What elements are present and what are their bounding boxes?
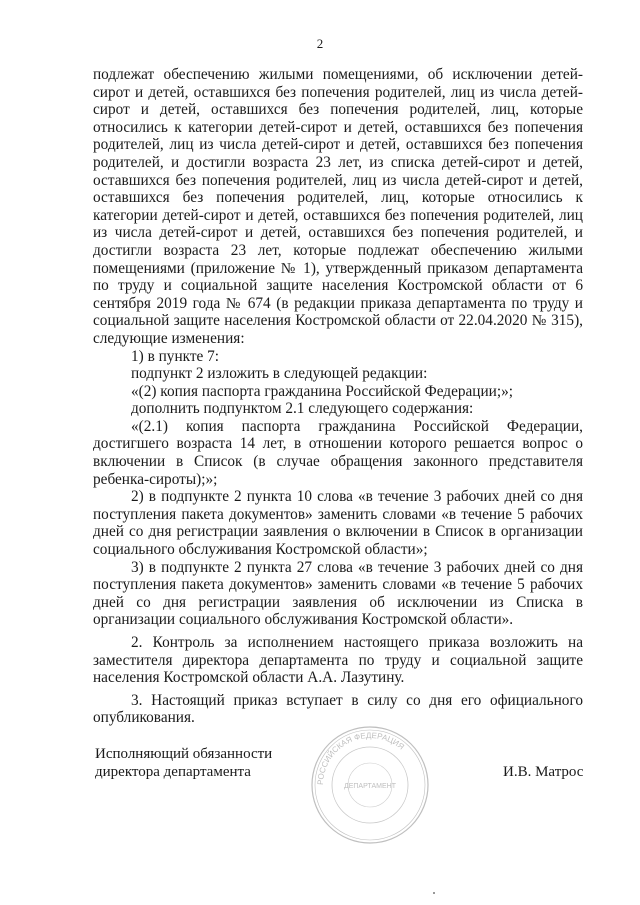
signature-position-line2: директора департамента (95, 764, 251, 780)
official-stamp (309, 724, 431, 846)
paragraph-effective: 3. Настоящий приказ вступает в силу со дня его официального опубликования. (93, 691, 583, 727)
signature-position-line1: Исполняющий обязанности (95, 746, 273, 762)
paragraph-add-2-1: дополнить подпунктом 2.1 следующего содержания: (131, 400, 474, 418)
paragraph-quote-2: «(2) копия паспорта гражданина Российской Федерации;»; (131, 382, 514, 400)
svg-text:РОССИЙСКАЯ ФЕДЕРАЦИЯ (316, 731, 406, 785)
document-body (93, 66, 583, 727)
signature-position (95, 745, 272, 781)
signature-name: И.В. Матрос (503, 764, 584, 780)
paragraph-control: 2. Контроль за исполнением настоящего приказа возложить на заместителя директора департамента по труду и социальной защите населения Костромской области А.А. Лазутину. (93, 634, 583, 687)
paragraph-item-1: 1) в пункте 7: (131, 347, 220, 365)
stamp-inner-text: ДЕПАРТАМЕНТ (343, 783, 397, 790)
stamp-ring-text: РОССИЙСКАЯ ФЕДЕРАЦИЯ (315, 730, 406, 786)
paragraph-intro: подлежат обеспечению жилыми помещениями, об исключении детей-сирот и детей, оставшихся без попечения родителей, лиц из числа детей-сирот и детей, оставшихся без попечения родителей, лиц, которые относились к категории детей-сирот и детей, оставшихся без попечения родителей, лиц из числа детей-сирот и детей, оставшихся без попечения родителей, и достигли возраста 23 лет, из списка детей-сирот и детей, оставшихся без попечения родителей, лиц из числа детей-сирот и детей, оставшихся без попечения родителей, лиц, которые относились к категории детей-сирот и детей, оставшихся без попечения родителей, лиц из числа детей-сирот и детей, оставшихся без попечения родителей, и достигли возраста 23 лет, которые подлежат обеспечению жилыми помещениями (приложение № 1), утвержденный приказом департамента по труду и социальной защите населения Костромской области от 6 сентября 2019 года № 674 (в редакции приказа департамента по труду и социальной защите населения Костромской области от 22.04.2020 № 315), следующие изменения: (93, 66, 583, 347)
paragraph-item-2: 2) в подпункте 2 пункта 10 слова «в течение 3 рабочих дней со дня поступления пакета документов» заменить словами «в течение 5 рабочих дней со дня регистрации заявления о включении в Список в организации социального обслуживания Костромской области»; (93, 488, 583, 559)
page-number: 2 (316, 36, 324, 51)
paragraph-quote-2-1: «(2.1) копия паспорта гражданина Российской Федерации, достигшего возраста 14 лет, в отношении которого решается вопрос о включении в Список (в случае обращения законного представителя ребенка-сироты);»; (93, 417, 583, 488)
paragraph-item-3: 3) в подпункте 2 пункта 27 слова «в течение 3 рабочих дней со дня поступления пакета документов» заменить словами «в течение 5 рабочих дней со дня регистрации заявления об исключении из Списка в организации социального обслуживания Костромской области». (93, 558, 583, 629)
scan-artifact (433, 892, 435, 894)
paragraph-subitem-2: подпункт 2 изложить в следующей редакции: (131, 365, 428, 383)
